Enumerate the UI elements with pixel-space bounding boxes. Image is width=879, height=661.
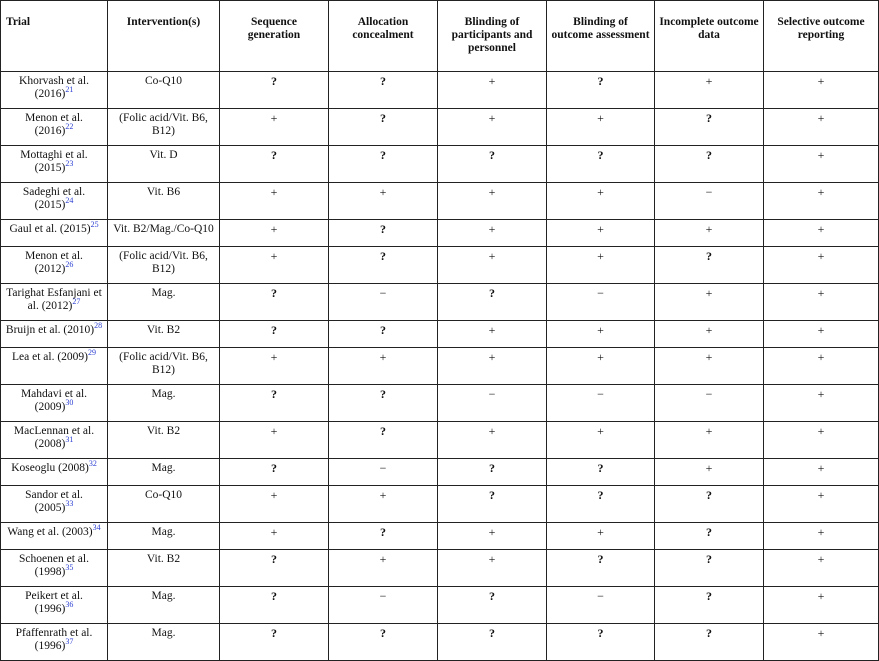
table-row: [1, 72, 879, 109]
reference-link[interactable]: 35: [65, 563, 74, 573]
mark-blinding-participants: ?: [438, 624, 547, 661]
reference-link[interactable]: 36: [65, 600, 74, 610]
table-row: [1, 183, 879, 220]
mark-allocation-concealment: ?: [329, 624, 438, 661]
table-row: [1, 247, 879, 284]
header-trial: Trial: [1, 1, 108, 72]
mark-incomplete-data: ?: [655, 624, 764, 661]
trial-name: Schoenen et al. (1998): [19, 553, 89, 578]
reference-link[interactable]: 27: [72, 297, 81, 307]
mark-blinding-participants: +: [438, 247, 547, 284]
table-row: [1, 587, 879, 624]
intervention-cell: Vit. B2: [108, 422, 220, 459]
mark-sequence-generation: ?: [220, 550, 329, 587]
mark-blinding-outcome: +: [547, 348, 655, 385]
mark-selective-reporting: +: [764, 348, 879, 385]
table-body: [1, 72, 879, 661]
table-row: [1, 321, 879, 348]
table-row: [1, 284, 879, 321]
mark-blinding-participants: +: [438, 348, 547, 385]
trial-cell: [1, 385, 108, 422]
mark-allocation-concealment: ?: [329, 109, 438, 146]
mark-allocation-concealment: ?: [329, 385, 438, 422]
mark-blinding-outcome: +: [547, 422, 655, 459]
mark-selective-reporting: +: [764, 486, 879, 523]
trial-name: Mottaghi et al. (2015): [20, 149, 88, 174]
mark-blinding-participants: +: [438, 220, 547, 247]
table-row: [1, 220, 879, 247]
mark-selective-reporting: +: [764, 550, 879, 587]
intervention-cell: Co-Q10: [108, 72, 220, 109]
mark-incomplete-data: +: [655, 72, 764, 109]
header-intervention: Intervention(s): [108, 1, 220, 72]
mark-blinding-participants: ?: [438, 459, 547, 486]
mark-blinding-outcome: +: [547, 183, 655, 220]
mark-allocation-concealment: ?: [329, 422, 438, 459]
trial-name: Khorvash et al. (2016): [19, 75, 89, 100]
mark-selective-reporting: +: [764, 220, 879, 247]
trial-name: Koseoglu (2008): [11, 462, 89, 474]
mark-incomplete-data: +: [655, 422, 764, 459]
table-row: [1, 422, 879, 459]
mark-selective-reporting: +: [764, 385, 879, 422]
mark-sequence-generation: ?: [220, 385, 329, 422]
table-row: [1, 146, 879, 183]
mark-blinding-participants: +: [438, 321, 547, 348]
mark-blinding-outcome: ?: [547, 146, 655, 183]
trial-cell: [1, 284, 108, 321]
intervention-cell: (Folic acid/Vit. B6, B12): [108, 348, 220, 385]
trial-name: Wang et al. (2003): [7, 526, 93, 538]
mark-blinding-participants: +: [438, 109, 547, 146]
mark-blinding-participants: +: [438, 183, 547, 220]
table-row: [1, 348, 879, 385]
mark-blinding-participants: ?: [438, 587, 547, 624]
trial-name: Menon et al. (2016): [25, 112, 83, 137]
mark-incomplete-data: ?: [655, 523, 764, 550]
reference-link[interactable]: 37: [65, 637, 74, 647]
mark-blinding-outcome: ?: [547, 486, 655, 523]
trial-cell: [1, 321, 108, 348]
mark-blinding-outcome: +: [547, 321, 655, 348]
trial-name: Sadeghi et al. (2015): [22, 186, 86, 211]
mark-incomplete-data: +: [655, 348, 764, 385]
mark-blinding-participants: ?: [438, 486, 547, 523]
mark-sequence-generation: ?: [220, 587, 329, 624]
mark-sequence-generation: +: [220, 486, 329, 523]
intervention-cell: Mag.: [108, 587, 220, 624]
mark-incomplete-data: +: [655, 459, 764, 486]
mark-blinding-outcome: −: [547, 284, 655, 321]
mark-sequence-generation: +: [220, 247, 329, 284]
trial-name: Bruijn et al. (2010): [5, 324, 95, 336]
mark-selective-reporting: +: [764, 422, 879, 459]
mark-incomplete-data: ?: [655, 550, 764, 587]
mark-incomplete-data: ?: [655, 109, 764, 146]
trial-name: Sandor et al. (2005): [25, 489, 83, 514]
mark-blinding-outcome: −: [547, 385, 655, 422]
mark-incomplete-data: +: [655, 220, 764, 247]
mark-allocation-concealment: ?: [329, 72, 438, 109]
mark-selective-reporting: +: [764, 459, 879, 486]
mark-incomplete-data: ?: [655, 486, 764, 523]
mark-selective-reporting: +: [764, 109, 879, 146]
mark-sequence-generation: ?: [220, 284, 329, 321]
mark-blinding-outcome: +: [547, 247, 655, 284]
table-row: [1, 523, 879, 550]
table-row: [1, 109, 879, 146]
mark-blinding-outcome: ?: [547, 72, 655, 109]
intervention-cell: Vit. B2/Mag./Co-Q10: [108, 220, 220, 247]
intervention-cell: (Folic acid/Vit. B6, B12): [108, 247, 220, 284]
trial-cell: [1, 146, 108, 183]
intervention-cell: Vit. D: [108, 146, 220, 183]
header-incomplete-data: Incomplete outcome data: [655, 1, 764, 72]
mark-blinding-participants: +: [438, 550, 547, 587]
reference-link[interactable]: 25: [90, 220, 99, 230]
reference-link[interactable]: 23: [65, 159, 74, 169]
table-row: [1, 459, 879, 486]
mark-sequence-generation: +: [220, 523, 329, 550]
trial-name: Lea et al. (2009): [12, 351, 88, 363]
trial-cell: [1, 523, 108, 550]
intervention-cell: Mag.: [108, 523, 220, 550]
reference-link[interactable]: 32: [88, 459, 97, 469]
mark-allocation-concealment: ?: [329, 321, 438, 348]
mark-selective-reporting: +: [764, 624, 879, 661]
mark-blinding-participants: +: [438, 72, 547, 109]
mark-allocation-concealment: −: [329, 587, 438, 624]
mark-incomplete-data: ?: [655, 146, 764, 183]
mark-blinding-outcome: ?: [547, 550, 655, 587]
trial-cell: [1, 247, 108, 284]
mark-selective-reporting: +: [764, 183, 879, 220]
table-row: [1, 624, 879, 661]
reference-link[interactable]: 22: [65, 122, 74, 132]
mark-allocation-concealment: +: [329, 348, 438, 385]
header-sequence-generation: Sequence generation: [220, 1, 329, 72]
mark-allocation-concealment: −: [329, 284, 438, 321]
mark-sequence-generation: ?: [220, 624, 329, 661]
mark-sequence-generation: +: [220, 422, 329, 459]
mark-allocation-concealment: ?: [329, 220, 438, 247]
trial-name: Peikert et al. (1996): [25, 590, 83, 615]
header-blinding-outcome: Blinding of outcome assessment: [547, 1, 655, 72]
trial-cell: [1, 422, 108, 459]
mark-blinding-outcome: +: [547, 523, 655, 550]
mark-sequence-generation: +: [220, 183, 329, 220]
mark-sequence-generation: +: [220, 348, 329, 385]
mark-selective-reporting: +: [764, 523, 879, 550]
mark-selective-reporting: +: [764, 321, 879, 348]
mark-incomplete-data: ?: [655, 247, 764, 284]
trial-cell: [1, 220, 108, 247]
mark-blinding-participants: ?: [438, 284, 547, 321]
mark-sequence-generation: ?: [220, 459, 329, 486]
reference-link[interactable]: 24: [65, 196, 74, 206]
trial-name: Mahdavi et al. (2009): [20, 388, 88, 413]
reference-link[interactable]: 34: [92, 523, 101, 533]
table-row: [1, 550, 879, 587]
reference-link[interactable]: 21: [65, 85, 74, 95]
reference-link[interactable]: 31: [65, 435, 74, 445]
mark-blinding-participants: −: [438, 385, 547, 422]
mark-blinding-participants: +: [438, 523, 547, 550]
mark-incomplete-data: +: [655, 284, 764, 321]
reference-link[interactable]: 28: [94, 321, 103, 331]
header-selective-reporting: Selective outcome reporting: [764, 1, 879, 72]
mark-sequence-generation: ?: [220, 321, 329, 348]
mark-blinding-outcome: +: [547, 220, 655, 247]
intervention-cell: Vit. B2: [108, 550, 220, 587]
mark-allocation-concealment: ?: [329, 146, 438, 183]
mark-allocation-concealment: +: [329, 486, 438, 523]
mark-selective-reporting: +: [764, 146, 879, 183]
mark-allocation-concealment: ?: [329, 247, 438, 284]
table-row: [1, 486, 879, 523]
table-row: [1, 385, 879, 422]
mark-blinding-outcome: −: [547, 587, 655, 624]
mark-blinding-outcome: +: [547, 109, 655, 146]
header-blinding-participants: Blinding of participants and personnel: [438, 1, 547, 72]
mark-incomplete-data: −: [655, 385, 764, 422]
mark-selective-reporting: +: [764, 247, 879, 284]
mark-blinding-outcome: ?: [547, 459, 655, 486]
mark-sequence-generation: ?: [220, 146, 329, 183]
mark-blinding-participants: +: [438, 422, 547, 459]
mark-selective-reporting: +: [764, 587, 879, 624]
intervention-cell: Mag.: [108, 284, 220, 321]
intervention-cell: Vit. B6: [108, 183, 220, 220]
trial-cell: [1, 109, 108, 146]
trial-name: Gaul et al. (2015): [9, 223, 91, 235]
trial-cell: [1, 348, 108, 385]
reference-link[interactable]: 29: [88, 348, 96, 358]
intervention-cell: Vit. B2: [108, 321, 220, 348]
trial-cell: [1, 459, 108, 486]
mark-incomplete-data: +: [655, 321, 764, 348]
intervention-cell: (Folic acid/Vit. B6, B12): [108, 109, 220, 146]
trial-cell: [1, 183, 108, 220]
trial-cell: [1, 72, 108, 109]
trial-cell: [1, 624, 108, 661]
mark-selective-reporting: +: [764, 72, 879, 109]
reference-link[interactable]: 33: [65, 499, 74, 509]
trial-name: Pfaffenrath et al. (1996): [15, 627, 93, 652]
trial-cell: [1, 550, 108, 587]
trial-name: MacLennan et al. (2008): [13, 425, 95, 450]
trial-cell: [1, 587, 108, 624]
header-allocation-concealment: Allocation concealment: [329, 1, 438, 72]
trial-cell: [1, 486, 108, 523]
table-header: [1, 1, 879, 72]
mark-incomplete-data: −: [655, 183, 764, 220]
reference-link[interactable]: 30: [65, 398, 74, 408]
mark-allocation-concealment: −: [329, 459, 438, 486]
mark-blinding-participants: ?: [438, 146, 547, 183]
intervention-cell: Co-Q10: [108, 486, 220, 523]
reference-link[interactable]: 26: [65, 260, 74, 270]
mark-incomplete-data: ?: [655, 587, 764, 624]
trial-name: Tarighat Esfanjani et al. (2012): [6, 287, 102, 312]
mark-allocation-concealment: +: [329, 550, 438, 587]
trial-name: Menon et al. (2012): [25, 250, 83, 275]
mark-sequence-generation: +: [220, 109, 329, 146]
intervention-cell: Mag.: [108, 459, 220, 486]
mark-sequence-generation: ?: [220, 72, 329, 109]
mark-blinding-outcome: ?: [547, 624, 655, 661]
mark-selective-reporting: +: [764, 284, 879, 321]
mark-sequence-generation: +: [220, 220, 329, 247]
mark-allocation-concealment: +: [329, 183, 438, 220]
intervention-cell: Mag.: [108, 385, 220, 422]
mark-allocation-concealment: ?: [329, 523, 438, 550]
intervention-cell: Mag.: [108, 624, 220, 661]
